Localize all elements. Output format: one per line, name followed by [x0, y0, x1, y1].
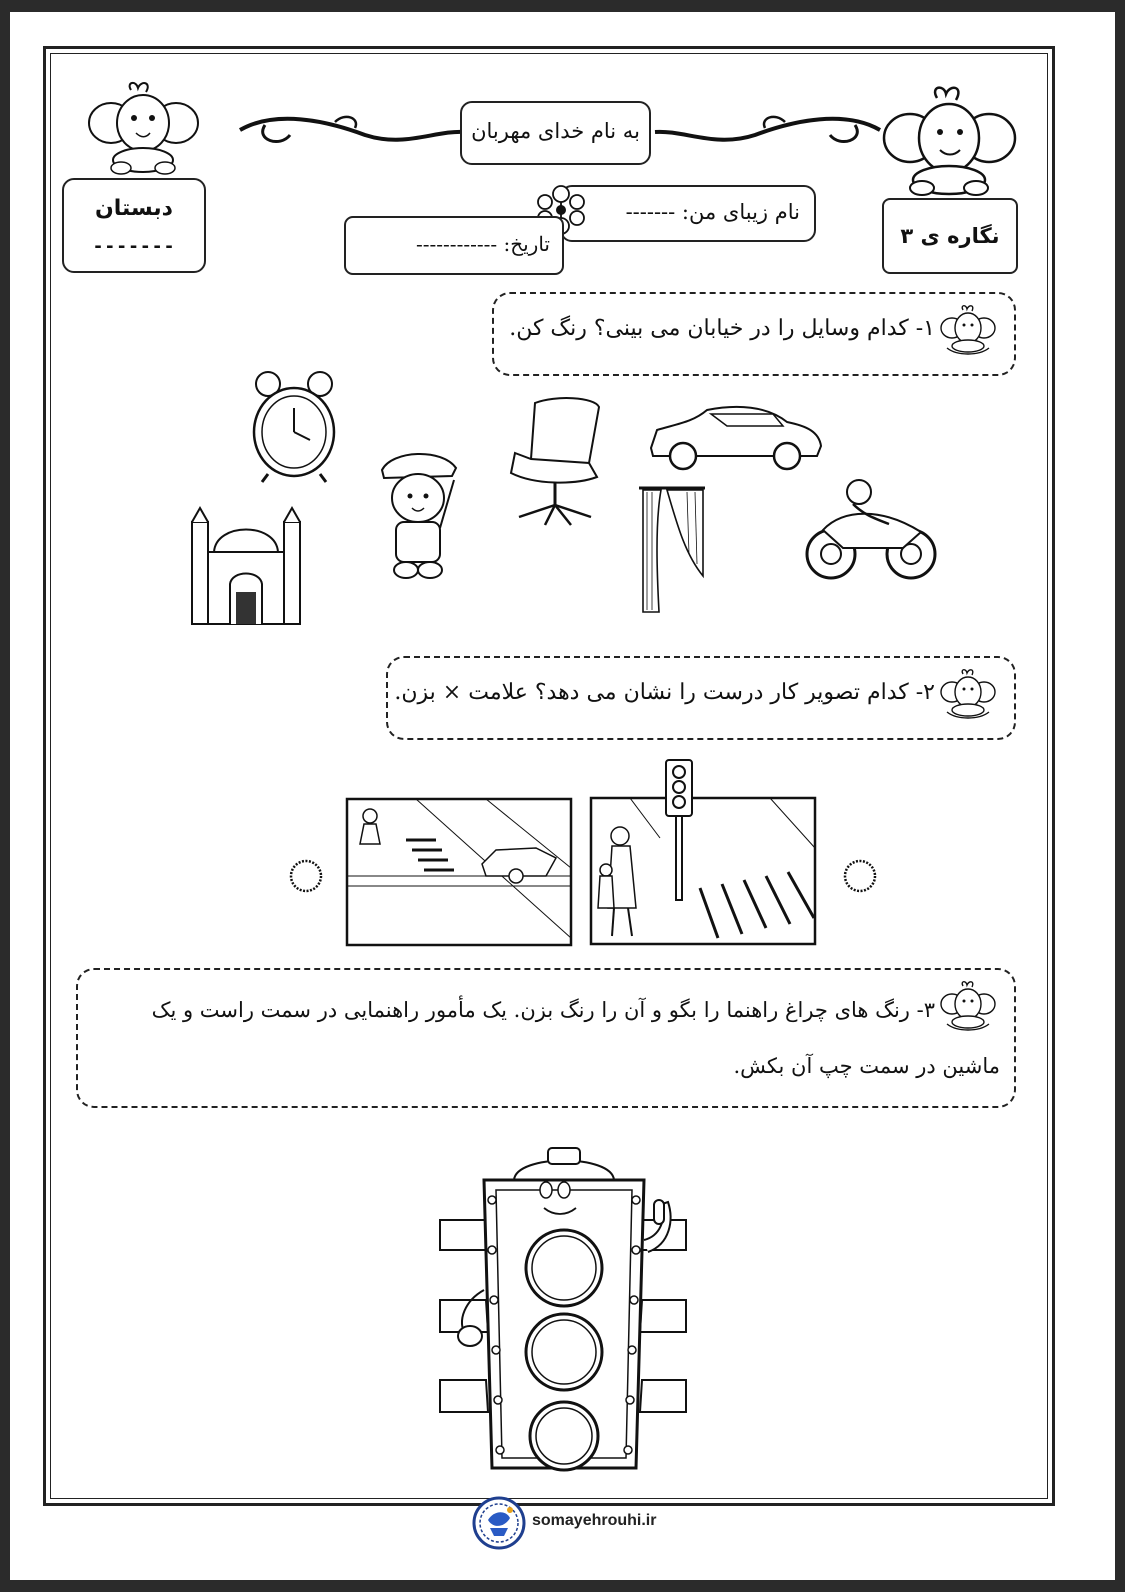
- lesson-label: نگاره ی ۳: [900, 224, 1000, 248]
- office-chair-icon[interactable]: [505, 393, 605, 533]
- police-boy-icon[interactable]: [372, 440, 464, 582]
- question-1-text: ۱- کدام وسایل را در خیابان می بینی؟ رنگ کن.: [509, 316, 935, 341]
- school-name-blank[interactable]: -------: [92, 236, 176, 257]
- question-3-box: [76, 968, 1016, 1108]
- question-2-text: ۲- کدام تصویر کار درست را نشان می دهد؟ علامت × بزن.: [394, 680, 935, 705]
- title-box: [460, 101, 651, 165]
- elephant-cartoon-right: [882, 80, 1017, 198]
- scene-correct-crossing: [590, 758, 816, 946]
- question-3-text-line-1: ۳- رنگ های چراغ راهنما را بگو و آن را رنگ بزن. یک مأمور راهنمایی در سمت راست و یک: [151, 998, 935, 1022]
- school-label: دبستان: [95, 196, 173, 221]
- lesson-box: [882, 198, 1018, 274]
- name-box: [560, 185, 816, 242]
- car-icon[interactable]: [647, 402, 825, 474]
- curtain-icon[interactable]: [637, 484, 707, 616]
- name-field[interactable]: نام زیبای من: -------: [625, 200, 800, 224]
- mosque-icon[interactable]: [186, 506, 306, 626]
- answer-circle-right[interactable]: [842, 858, 878, 894]
- site-link[interactable]: somayehrouhi.ir: [532, 1512, 657, 1529]
- site-logo-icon: [472, 1496, 526, 1550]
- question-3-text-line-2: ماشین در سمت چپ آن بکش.: [733, 1054, 1000, 1078]
- scene-wrong-crossing: [346, 798, 572, 946]
- elephant-bullet-icon: [939, 302, 997, 360]
- elephant-bullet-icon: [939, 978, 997, 1036]
- alarm-clock-icon[interactable]: [248, 370, 340, 485]
- elephant-cartoon-left: [86, 78, 201, 178]
- traffic-light-coloring-icon[interactable]: [436, 1140, 692, 1470]
- date-field[interactable]: تاریخ: ------------: [416, 232, 550, 256]
- school-box: [62, 178, 206, 273]
- motorcycle-icon[interactable]: [803, 478, 939, 584]
- elephant-bullet-icon: [939, 666, 997, 724]
- date-box: [344, 216, 564, 275]
- answer-circle-left[interactable]: [288, 858, 324, 894]
- page-title: به نام خدای مهربان: [471, 119, 640, 143]
